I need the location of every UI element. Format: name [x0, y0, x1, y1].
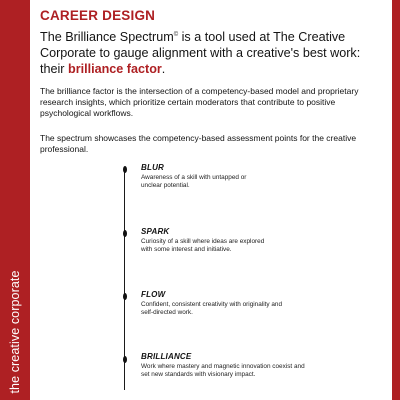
stage-title: BLUR — [141, 163, 165, 172]
stage-description: Curiosity of a skill where ideas are explored with some interest and initiative. — [141, 238, 265, 253]
stage-title: FLOW — [141, 290, 166, 299]
stage-brilliance — [141, 352, 381, 379]
intro-text-start: The Brilliance Spectrum — [40, 30, 174, 45]
section-eyebrow: CAREER DESIGN — [40, 8, 156, 23]
content-card — [30, 0, 392, 400]
stage-title: SPARK — [141, 227, 170, 236]
definition-paragraph: The brilliance factor is the intersection of a competency-based model and proprietary research insights, which prioritize certain moderators that contribute to positive psychological workflows. — [40, 86, 359, 118]
intro-text-middle: is a tool used at The Creative Corporate to gauge alignment with a creative's best work: their — [40, 30, 361, 77]
stage-blur — [141, 163, 381, 190]
stage-description: Awareness of a skill with untapped or unclear potential. — [141, 174, 247, 189]
stage-description: Confident, consistent creativity with originality and self-directed work. — [141, 301, 283, 316]
stage-flow — [141, 290, 381, 317]
stage-title: BRILLIANCE — [141, 352, 192, 361]
stage-description: Work where mastery and magnetic innovation coexist and set new standards with visionary impact. — [141, 363, 305, 378]
intro-statement — [40, 27, 385, 77]
timeline-dot-flow — [123, 293, 127, 300]
timeline-dot-brilliance — [123, 356, 127, 363]
spectrum-paragraph: The spectrum showcases the competency-based assessment points for the creative professional. — [40, 133, 357, 154]
copyright-mark: © — [173, 32, 179, 38]
brand-wordmark: the creative corporate — [8, 270, 22, 394]
timeline-dot-spark — [123, 230, 127, 237]
timeline-dot-blur — [123, 166, 127, 173]
stage-spark — [141, 227, 381, 254]
brilliance-factor-highlight: brilliance factor — [68, 62, 162, 77]
sidebar — [0, 0, 30, 400]
intro-text-end: . — [161, 62, 166, 77]
